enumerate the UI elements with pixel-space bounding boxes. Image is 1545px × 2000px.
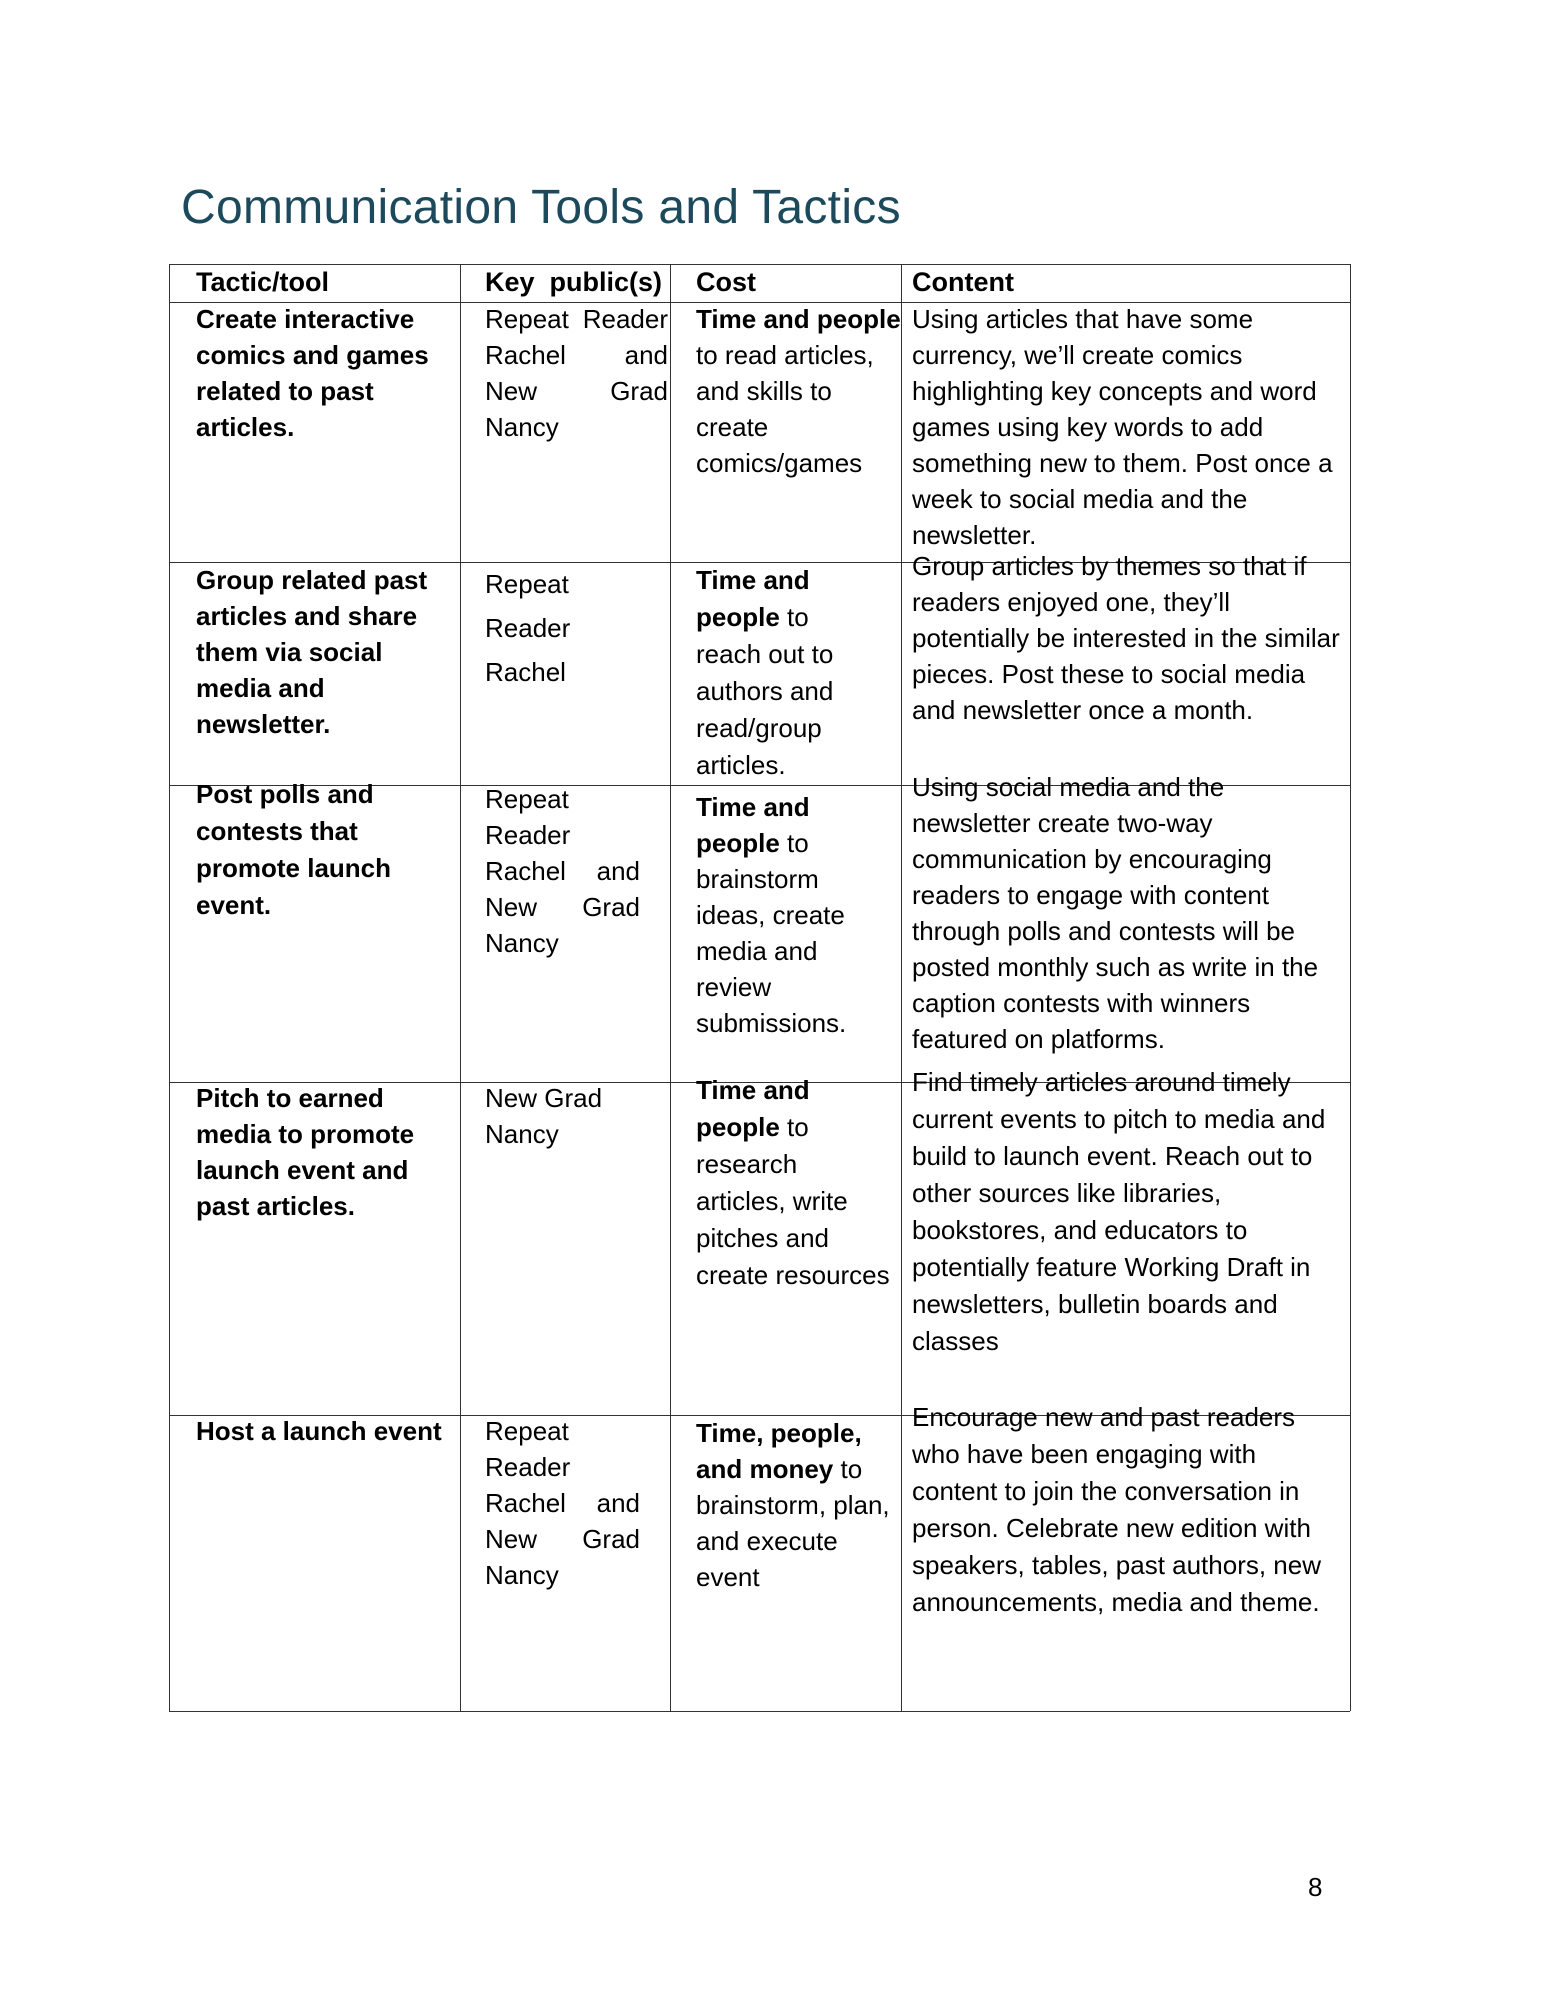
cost-cell [696, 1415, 896, 1595]
table-border [169, 1711, 1350, 1712]
header-content: Content [912, 267, 1014, 297]
cost-cell [696, 789, 886, 1041]
content-cell: Find timely articles around timely current events to pitch to media and build to launch event. Reach out to other sources like libraries, bookstores, and educators to potentially feature Working Draft in newsletters, bulletin boards and classes [912, 1067, 1326, 1356]
cost-cell [696, 562, 876, 784]
tactic-cell: Group related past articles and share them via social media and newsletter. [196, 565, 428, 739]
cost-cell [696, 301, 901, 481]
table-border [169, 264, 170, 1711]
cost-rest: to read articles, and skills to create comics/games [696, 340, 874, 478]
content-cell: Encourage new and past readers who have been engaging with content to join the conversation in person. Celebrate new edition with speakers, tables, past authors, new announcements, media and theme. [912, 1402, 1322, 1617]
content-cell: Using articles that have some currency, we’ll create comics highlighting key concepts and word games using key words to add something new to them. Post once a week to social media and the newsletter. [912, 304, 1333, 550]
publics-cell: New Grad Nancy [485, 1083, 603, 1149]
publics-cell: Repeat Reader Rachel and New Grad Nancy [485, 784, 640, 958]
column-divider [460, 264, 461, 1711]
cost-bold: Time and people [696, 792, 810, 858]
content-cell: Group articles by themes so that if readers enjoyed one, they’ll potentially be interested in the similar pieces. Post these to social media and newsletter once a month. [912, 551, 1340, 725]
tactic-cell: Host a launch event [196, 1416, 442, 1446]
tactics-table [169, 264, 1350, 1711]
cost-bold: Time and people [696, 565, 810, 632]
header-cost: Cost [696, 267, 756, 297]
content-cell: Using social media and the newsletter create two-way communication by encouraging readers to engage with content through polls and contests will be posted monthly such as write in the caption contests with winners featured on platforms. [912, 772, 1319, 1054]
cost-rest: to research articles, write pitches and create resources [696, 1112, 890, 1290]
page-number: 8 [1308, 1872, 1323, 1902]
header-tactic: Tactic/tool [196, 267, 330, 297]
tactic-cell: Post polls and contests that promote launch event. [196, 779, 392, 920]
tactic-cell: Create interactive comics and games related to past articles. [196, 304, 429, 442]
cost-bold: Time, people, and money [696, 1418, 862, 1484]
page-title: Communication Tools and Tactics [181, 181, 901, 234]
publics-cell: Repeat Reader Rachel and New Grad Nancy [485, 304, 668, 442]
publics-cell: Repeat Reader Rachel [485, 569, 571, 687]
cost-rest: to brainstorm, plan, and execute event [696, 1454, 890, 1592]
tactic-cell: Pitch to earned media to promote launch event and past articles. [196, 1083, 415, 1221]
cost-rest: to reach out to authors and read/group articles. [696, 602, 834, 780]
column-divider [670, 264, 671, 1711]
column-divider [901, 264, 902, 1711]
header-key-publics: Key public(s) [485, 267, 663, 297]
table-border [1350, 264, 1351, 1711]
cost-bold: Time and people [696, 304, 901, 334]
cost-rest: to brainstorm ideas, create media and review submissions. [696, 828, 847, 1038]
cost-bold: Time and people [696, 1075, 810, 1142]
cost-cell [696, 1072, 891, 1294]
publics-cell: Repeat Reader Rachel and New Grad Nancy [485, 1416, 640, 1590]
